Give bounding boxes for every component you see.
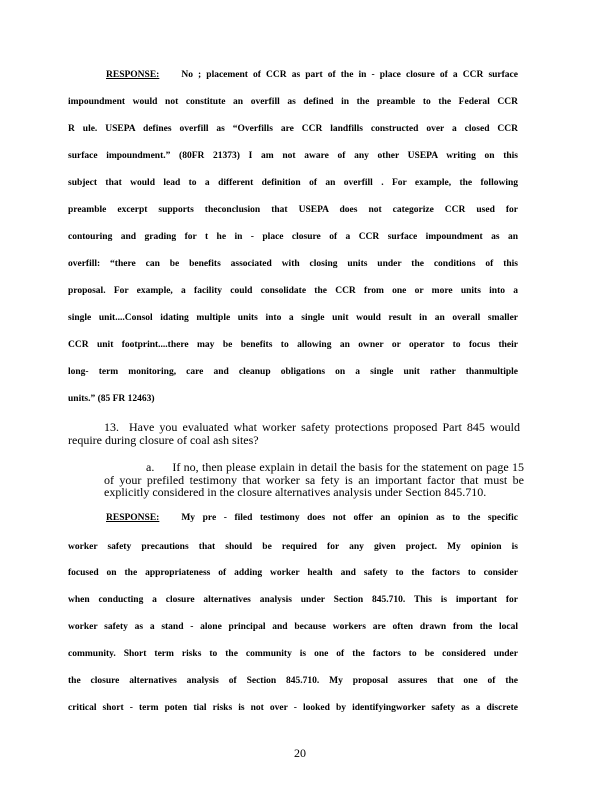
response-line: critical short - term poten tial risks is not over - looked by identifyingworker safety as a discrete (68, 703, 518, 713)
response-label: RESPONSE: (106, 70, 160, 80)
response-line: overfill: “there can be benefits associated with closing units under the conditions of this (68, 259, 518, 269)
response-line: surface impoundment.” (80FR 21373) I am not aware of any other USEPA writing on this (68, 151, 518, 161)
question-text: Have you evaluated what worker safety protections proposed Part 845 would require during closure of coal ash sites? (68, 420, 520, 447)
response-line: focused on the appropriateness of adding worker health and safety to the factors to consider (68, 568, 518, 578)
response-line: the closure alternatives analysis of Section 845.710. My proposal assures that one of the (68, 676, 518, 686)
response-line: units.” (85 FR 12463) (68, 394, 155, 404)
question-number: a. (146, 460, 155, 474)
response-line: worker safety precautions that should be required for any given project. My opinion is (68, 542, 518, 552)
response-line: long- term monitoring, care and cleanup obligations on a single unit rather thanmultiple (68, 367, 518, 377)
response-line: subject that would lead to a different definition of an overfill . For example, the following (68, 178, 518, 188)
response-line: single unit....Consol idating multiple units into a single unit would result in an overall smaller (68, 313, 518, 323)
question-13 (68, 421, 520, 446)
response-line: worker safety as a stand - alone principal and because workers are often drawn from the local (68, 622, 518, 632)
response-line: RESPONSE: My pre - filed testimony does not offer an opinion as to the specific (106, 513, 518, 523)
response-line: contouring and grading for t he in - place closure of a CCR surface impoundment as an (68, 232, 518, 242)
question-13a (104, 461, 524, 499)
response-line: proposal. For example, a facility could consolidate the CCR from one or more units into a (68, 286, 518, 296)
response-line: CCR unit footprint....there may be benefits to allowing an owner or operator to focus their (68, 340, 518, 350)
response-line: community. Short term risks to the community is one of the factors to be considered under (68, 649, 518, 659)
question-text: If no, then please explain in detail the basis for the statement on page 15 of your prefiled testimony that worker sa fety is an important factor that must be explicitly considered in the closure alternatives analysis under Section 845.710. (104, 460, 524, 499)
response-line: RESPONSE: No ; placement of CCR as part of the in - place closure of a CCR surface (106, 70, 518, 80)
page-number: 20 (294, 746, 306, 760)
response-line: when conducting a closure alternatives analysis under Section 845.710. This is important for (68, 595, 518, 605)
question-number: 13. (104, 420, 119, 434)
response-line: R ule. USEPA defines overfill as “Overfills are CCR landfills constructed over a closed CCR (68, 124, 518, 134)
response-line: preamble excerpt supports theconclusion that USEPA does not categorize CCR used for (68, 205, 518, 215)
response-line: impoundment would not constitute an overfill as defined in the preamble to the Federal CCR (68, 97, 518, 107)
response-label: RESPONSE: (106, 513, 160, 523)
